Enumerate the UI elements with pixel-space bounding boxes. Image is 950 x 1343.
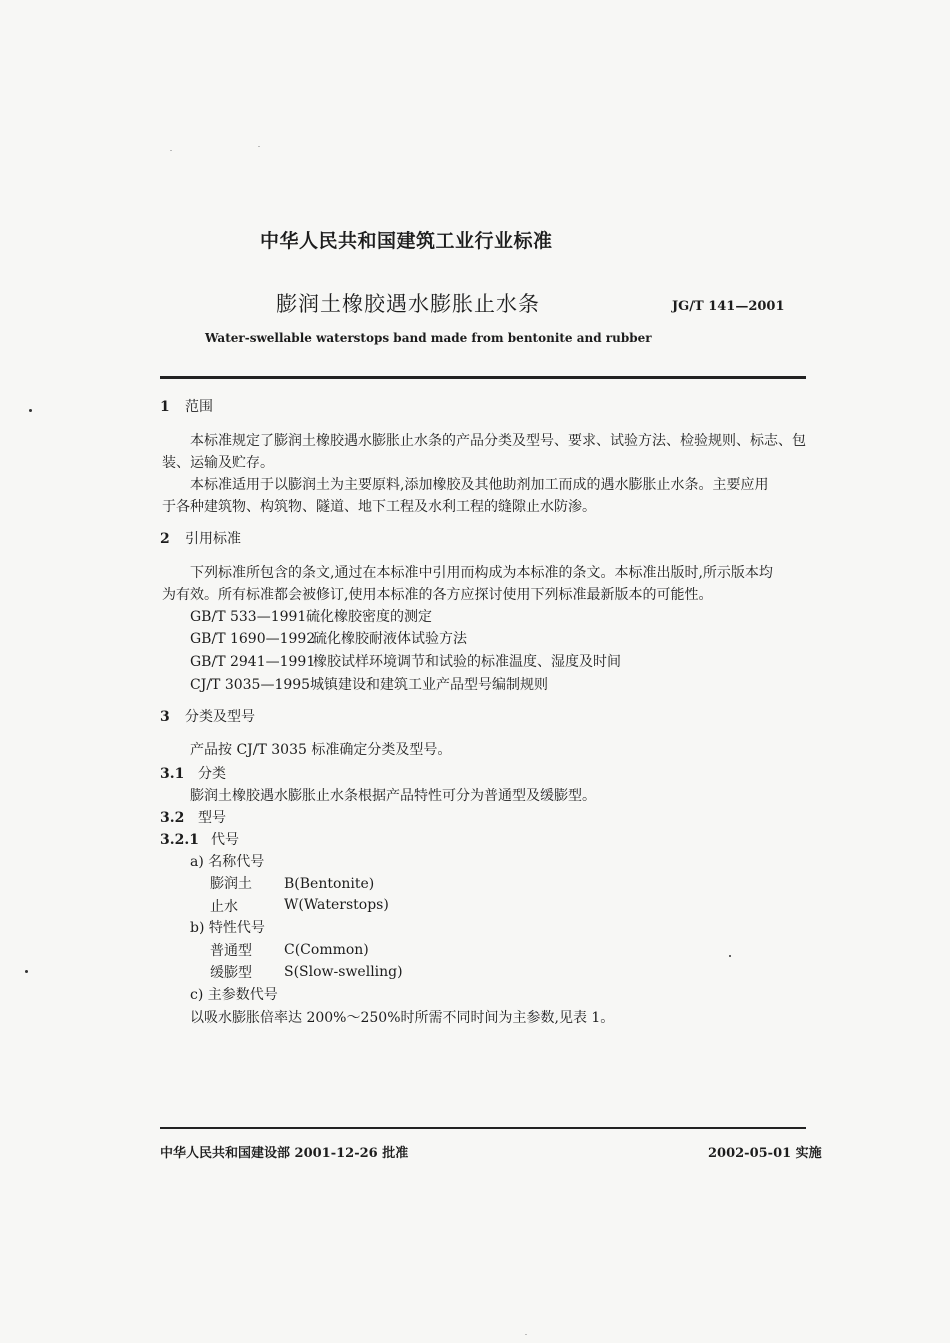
reference-title: 硫化橡胶耐液体试验方法 <box>313 631 467 647</box>
section-1-number: 1 <box>160 399 170 415</box>
scan-speck <box>525 1334 527 1335</box>
reference-title: 硫化橡胶密度的测定 <box>306 609 432 625</box>
section-3-1-number: 3.1 <box>160 766 185 782</box>
section-3-2-1-title: 代号 <box>211 832 239 848</box>
scan-speck <box>170 150 172 151</box>
code-item-name: 膨润土 <box>210 876 252 892</box>
english-title: Water-swellable waterstops band made from bentonite and rubber <box>205 331 652 345</box>
parameter-code-label: c) 主参数代号 <box>190 987 278 1003</box>
section-2-p-line2: 为有效。所有标准都会被修订,使用本标准的各方应探讨使用下列标准最新版本的可能性。 <box>162 587 713 603</box>
section-3-number: 3 <box>160 709 170 725</box>
code-item-name: 缓膨型 <box>210 965 252 981</box>
doc-title: 膨润土橡胶遇水膨胀止水条 <box>276 292 540 316</box>
section-3-1-text: 膨润土橡胶遇水膨胀止水条根据产品特性可分为普通型及缓膨型。 <box>190 788 596 804</box>
reference-title: 橡胶试样环境调节和试验的标准温度、湿度及时间 <box>313 654 621 670</box>
header-rule <box>160 376 806 379</box>
name-code-label: a) 名称代号 <box>190 854 265 870</box>
scan-speck <box>258 146 260 147</box>
code-item-code: W(Waterstops) <box>284 897 389 913</box>
parameter-code-text: 以吸水膨胀倍率达 200%～250%时所需不同时间为主参数,见表 1。 <box>190 1010 615 1026</box>
section-1-p2-line2: 于各种建筑物、构筑物、隧道、地下工程及水利工程的缝隙止水防渗。 <box>162 499 596 515</box>
code-item-code: S(Slow-swelling) <box>284 964 403 980</box>
section-1-p2-line1: 本标准适用于以膨润土为主要原料,添加橡胶及其他助剂加工而成的遇水膨胀止水条。主要应用 <box>190 477 769 493</box>
section-2-title: 引用标准 <box>185 531 241 547</box>
reference-code: CJ/T 3035—1995 <box>190 677 311 693</box>
section-3-2-1-number: 3.2.1 <box>160 832 199 848</box>
approval-line: 中华人民共和国建设部 2001-12-26 批准 <box>160 1146 409 1161</box>
section-3-2-number: 3.2 <box>160 810 185 826</box>
scan-dot <box>29 409 32 412</box>
reference-code: GB/T 1690—1992 <box>190 631 316 647</box>
org-title: 中华人民共和国建筑工业行业标准 <box>260 230 553 252</box>
section-1-title: 范围 <box>185 399 213 415</box>
section-2-number: 2 <box>160 531 170 547</box>
section-3-title: 分类及型号 <box>185 709 255 725</box>
code-item-name: 止水 <box>210 899 238 915</box>
section-2-p-line1: 下列标准所包含的条文,通过在本标准中引用而构成为本标准的条文。本标准出版时,所示版本均 <box>190 565 773 581</box>
scan-dot <box>729 955 731 957</box>
section-3-intro: 产品按 CJ/T 3035 标准确定分类及型号。 <box>190 742 452 758</box>
section-3-1-title: 分类 <box>198 766 226 782</box>
code-item-code: C(Common) <box>284 942 369 958</box>
scan-dot <box>25 970 28 973</box>
footer-rule <box>160 1127 806 1129</box>
reference-code: GB/T 2941—1991 <box>190 654 316 670</box>
code-item-code: B(Bentonite) <box>284 876 375 892</box>
property-code-label: b) 特性代号 <box>190 920 265 936</box>
reference-title: 城镇建设和建筑工业产品型号编制规则 <box>310 677 548 693</box>
section-1-p1-line2: 装、运输及贮存。 <box>162 455 274 471</box>
implementation-line: 2002-05-01 实施 <box>708 1146 822 1161</box>
doc-code: JG/T 141—2001 <box>672 299 785 314</box>
section-1-p1-line1: 本标准规定了膨润土橡胶遇水膨胀止水条的产品分类及型号、要求、试验方法、检验规则、标志、包 <box>190 433 806 449</box>
code-item-name: 普通型 <box>210 943 252 959</box>
section-3-2-title: 型号 <box>198 810 226 826</box>
reference-code: GB/T 533—1991 <box>190 609 307 625</box>
